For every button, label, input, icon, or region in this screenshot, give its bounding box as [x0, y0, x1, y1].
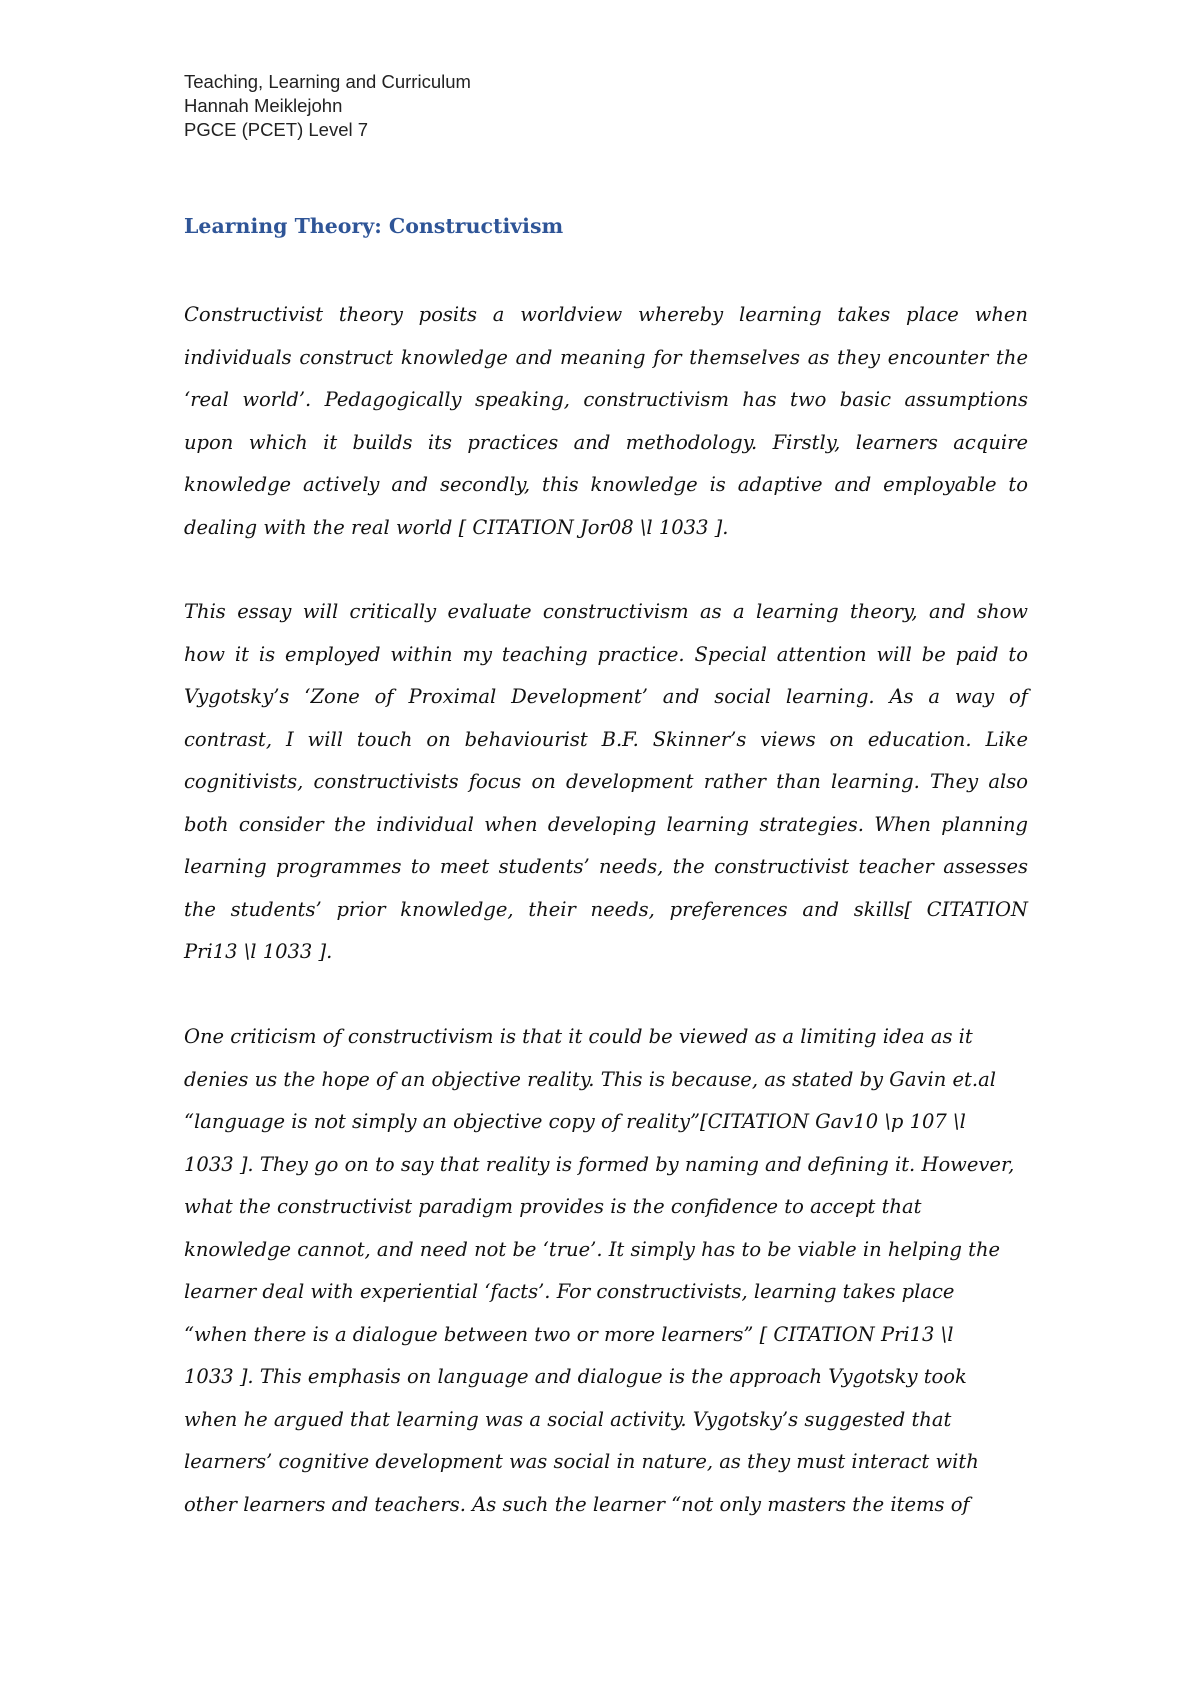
paragraph-line: 1033 ]. They go on to say that reality is formed by naming and defining it. However,: [184, 1152, 1015, 1176]
paragraph-line: ‘real world’. Pedagogically speaking, constructivism has two basic assumptions: [184, 388, 1028, 411]
paragraph-1: [184, 294, 1028, 549]
paragraph-line: knowledge actively and secondly, this knowledge is adaptive and employable to: [184, 473, 1028, 496]
paragraph-2: [184, 591, 1028, 974]
paragraph-line: upon which it builds its practices and methodology. Firstly, learners acquire: [184, 430, 1028, 454]
paragraph-line: other learners and teachers. As such the learner “not only masters the items of: [184, 1492, 970, 1516]
paragraph-line: “when there is a dialogue between two or more learners” [ CITATION Pri13 \l: [184, 1322, 954, 1346]
paragraph-3: [184, 1016, 1028, 1526]
paragraph-line: what the constructivist paradigm provides is the confidence to accept that: [184, 1195, 922, 1218]
document-header: [184, 70, 471, 142]
paragraph-line: dealing with the real world [ CITATION Jor08 \l 1033 ].: [184, 515, 729, 539]
paragraph-line: how it is employed within my teaching practice. Special attention will be paid to: [184, 642, 1028, 666]
paragraph-line: 1033 ]. This emphasis on language and dialogue is the approach Vygotsky took: [184, 1365, 967, 1388]
header-course-title: Teaching, Learning and Curriculum: [184, 71, 471, 92]
paragraph-line: Vygotsky’s ‘Zone of Proximal Development’ and social learning. As a way of: [184, 685, 1028, 708]
paragraph-line: learner deal with experiential ‘facts’. For constructivists, learning takes place: [184, 1280, 955, 1303]
paragraph-line: both consider the individual when developing learning strategies. When planning: [184, 812, 1028, 836]
paragraph-line: Constructivist theory posits a worldview whereby learning takes place when: [184, 303, 1028, 326]
paragraph-line: “language is not simply an objective copy of reality”[CITATION Gav10 \p 107 \l: [184, 1110, 966, 1133]
paragraph-line: Pri13 \l 1033 ].: [184, 940, 333, 963]
paragraph-line: when he argued that learning was a social activity. Vygotsky’s suggested that: [184, 1407, 952, 1431]
paragraph-line: denies us the hope of an objective reality. This is because, as stated by Gavin et.al: [184, 1067, 996, 1091]
paragraph-line: This essay will critically evaluate constructivism as a learning theory, and show: [184, 600, 1028, 623]
header-author-name: Hannah Meiklejohn: [184, 95, 343, 116]
paragraph-line: cognitivists, constructivists focus on development rather than learning. They also: [184, 770, 1028, 793]
paragraph-line: contrast, I will touch on behaviourist B.F. Skinner’s views on education. Like: [184, 727, 1028, 751]
paragraph-line: learning programmes to meet students’ needs, the constructivist teacher assesses: [184, 855, 1028, 878]
paragraph-line: individuals construct knowledge and meaning for themselves as they encounter the: [184, 345, 1028, 369]
paragraph-line: knowledge cannot, and need not be ‘true’. It simply has to be viable in helping the: [184, 1237, 1001, 1261]
header-course-level: PGCE (PCET) Level 7: [184, 119, 369, 140]
essay-title: Learning Theory: Constructivism: [184, 214, 564, 238]
paragraph-line: learners’ cognitive development was social in nature, as they must interact with: [184, 1450, 979, 1473]
paragraph-line: One criticism of constructivism is that it could be viewed as a limiting idea as it: [184, 1025, 973, 1048]
paragraph-line: the students’ prior knowledge, their needs, preferences and skills[ CITATION: [184, 897, 1028, 921]
